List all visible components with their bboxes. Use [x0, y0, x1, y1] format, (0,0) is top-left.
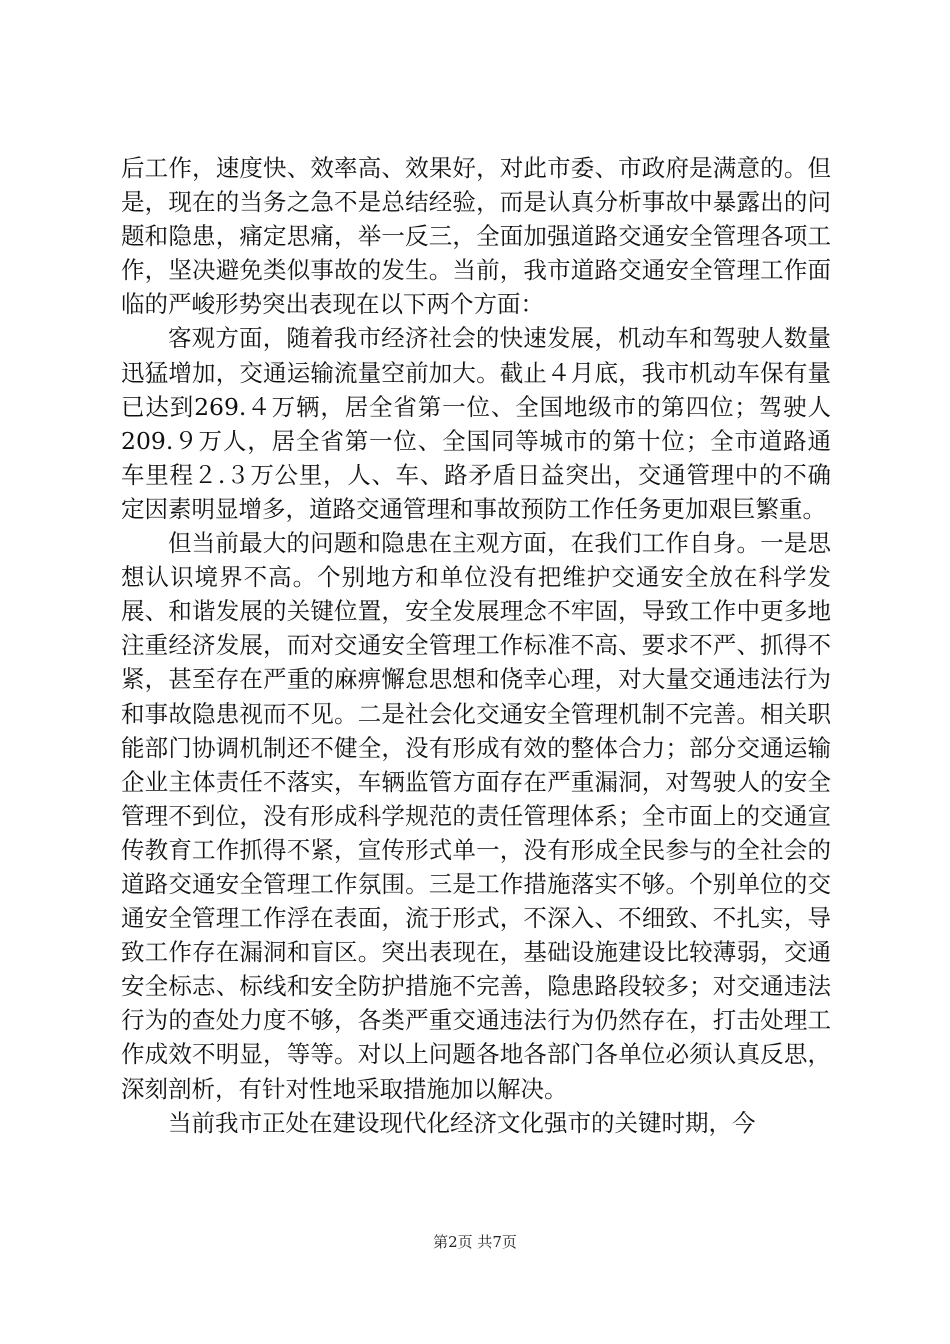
- document-body: [121, 151, 831, 1140]
- paragraph-4: 当前我市正处在建设现代化经济文化强市的关键时期，今: [168, 1108, 756, 1137]
- paragraph-3: 但当前最大的问题和隐患在主观方面，在我们工作自身。一是思想认识境界不高。个别地方和单位没有把维护交通安全放在科学发展、和谐发展的关键位置，安全发展理念不牢固，导致工作中更多地注重经济发展，而对交通安全管理工作标准不高、要求不严、抓得不紧，甚至存在严重的麻痹懈怠思想和侥幸心理，对大量交通违法行为和事故隐患视而不见。二是社会化交通安全管理机制不完善。相关职能部门协调机制还不健全，没有形成有效的整体合力；部分交通运输企业主体责任不落实，车辆监管方面存在严重漏洞，对驾驶人的安全管理不到位，没有形成科学规范的责任管理体系；全市面上的交通宣传教育工作抓得不紧，宣传形式单一，没有形成全民参与的全社会的道路交通安全管理工作氛围。三是工作措施落实不够。个别单位的交通安全管理工作浮在表面，流于形式，不深入、不细致、不扎实，导致工作存在漏洞和盲区。突出表现在，基础设施建设比较薄弱，交通安全标志、标线和安全防护措施不完善，隐患路段较多；对交通违法行为的查处力度不够，各类严重交通违法行为仍然存在，打击处理工作成效不明显，等等。对以上问题各地各部门各单位必须认真反思，深刻剖析，有针对性地采取措施加以解决。: [121, 529, 831, 1103]
- paragraph-2: 客观方面，随着我市经济社会的快速发展，机动车和驾驶人数量迅猛增加，交通运输流量空前加大。截止４月底，我市机动车保有量已达到269.４万辆，居全省第一位、全国地级市的第四位；驾驶人209.９万人，居全省第一位、全国同等城市的第十位；全市道路通车里程２.３万公里，人、车、路矛盾日益突出，交通管理中的不确定因素明显增多，道路交通管理和事故预防工作任务更加艰巨繁重。: [121, 324, 831, 523]
- paragraph-1: 后工作，速度快、效率高、效果好，对此市委、市政府是满意的。但是，现在的当务之急不是总结经验，而是认真分析事故中暴露出的问题和隐患，痛定思痛，举一反三，全面加强道路交通安全管理各项工作，坚决避免类似事故的发生。当前，我市道路交通安全管理工作面临的严峻形势突出表现在以下两个方面：: [121, 154, 831, 319]
- page-number-footer: 第2页 共7页: [433, 1233, 517, 1251]
